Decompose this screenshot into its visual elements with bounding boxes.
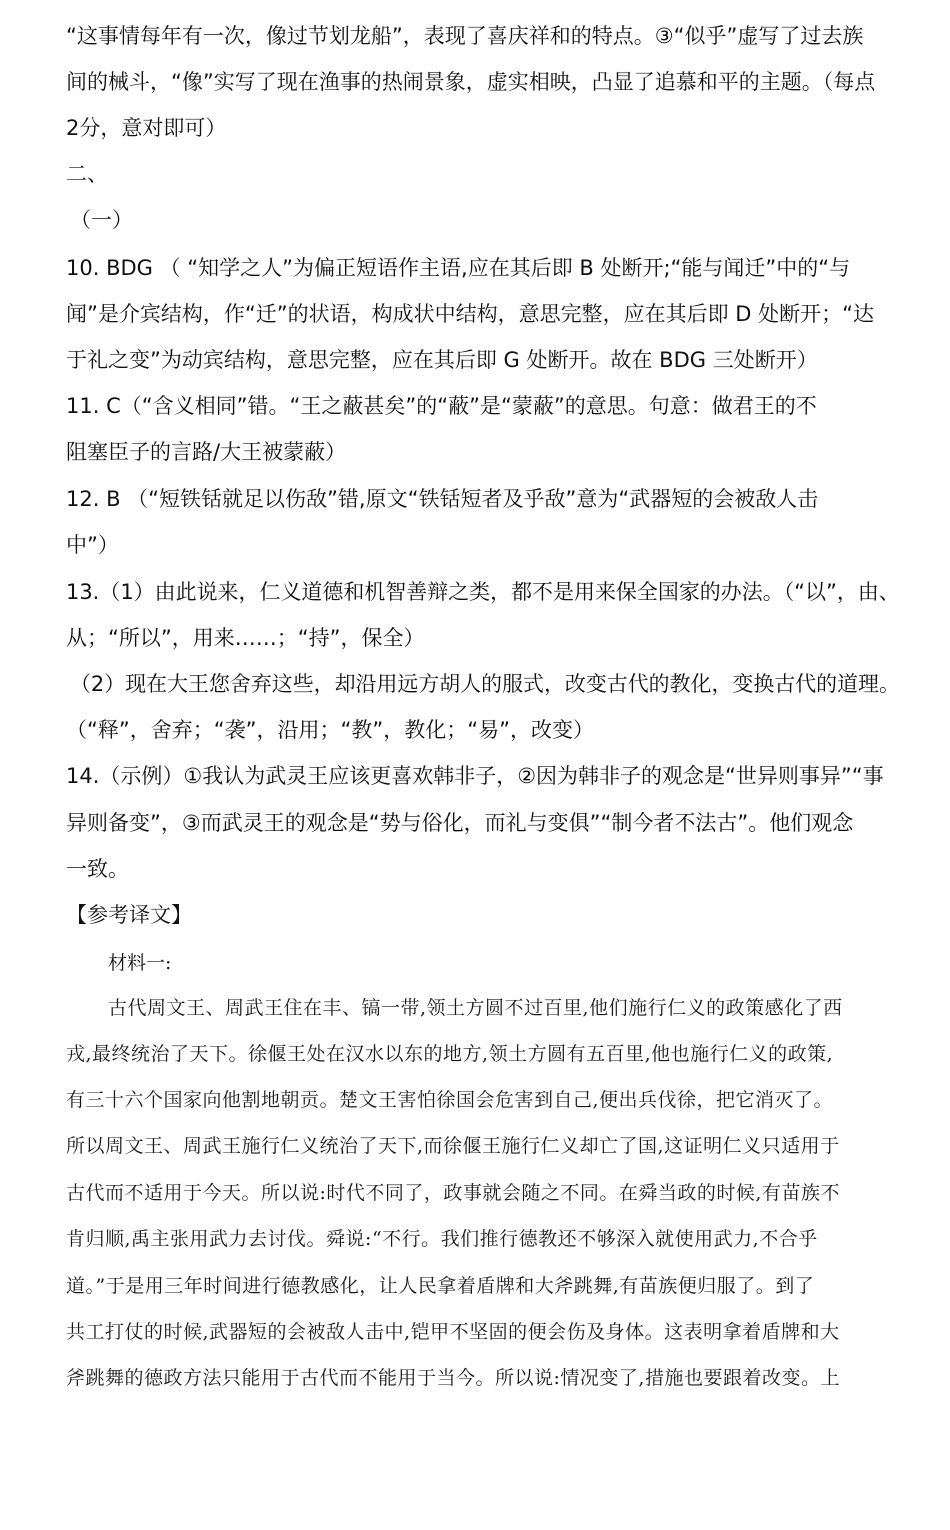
material-one-label: 材料一:: [108, 952, 172, 974]
text-line: 阻塞臣子的言路/大王被蒙蔽）: [66, 440, 347, 464]
text-line: （“释”，舍弃；“袭”，沿用；“教”，教化；“易”，改变）: [66, 718, 595, 742]
translation-line: 共工打仗的时候,武器短的会被敌人击中,铠甲不坚固的便会伤及身体。这表明拿着盾牌和大: [66, 1321, 840, 1343]
subsection-heading: （一）: [70, 208, 133, 232]
translation-line: 有三十六个国家向他割地朝贡。楚文王害怕徐国会危害到自己,便出兵伐徐，把它消灭了。: [66, 1089, 834, 1111]
text-line: 异则备变”，③而武灵王的观念是“势与俗化，而礼与变俱”“制今者不法古”。他们观念: [66, 811, 854, 835]
answer-12: 12. B （“短铁铦就足以伤敌”错,原文“铁铦短者及乎敌”意为“武器短的会被敌人击: [66, 487, 819, 511]
text-line: 一致。: [66, 857, 129, 881]
text-line: 于礼之变”为动宾结构，意思完整，应在其后即 G 处断开。故在 BDG 三处断开）: [66, 348, 818, 372]
text-line: 从；“所以”，用来……；“持”，保全）: [66, 626, 425, 650]
section-heading: 二、: [66, 162, 108, 186]
answer-10: 10. BDG （ “知学之人”为偏正短语作主语,应在其后即 B 处断开;“能与闻迁”中的“与: [66, 256, 851, 280]
translation-line: 道。”于是用三年时间进行德教感化，让人民拿着盾牌和大斧跳舞,有苗族便归服了。到了: [66, 1275, 815, 1297]
text-line: “这事情每年有一次，像过节划龙船”，表现了喜庆祥和的特点。③“似乎”虚写了过去族: [66, 24, 864, 48]
text-line: 2分，意对即可）: [66, 116, 227, 140]
translation-line: 戎,最终统治了天下。徐偃王处在汉水以东的地方,领土方圆有五百里,他也施行仁义的政策,: [66, 1043, 834, 1065]
answer-14: 14.（示例）①我认为武灵王应该更喜欢韩非子，②因为韩非子的观念是“世异则事异”“事: [66, 764, 884, 788]
translation-line: 古代周文王、周武王住在丰、镐一带,领土方圆不过百里,他们施行仁义的政策感化了西: [108, 997, 843, 1019]
translation-line: 肯归顺,禹主张用武力去讨伐。舜说:“不行。我们推行德教还不够深入就使用武力,不合乎: [66, 1228, 818, 1250]
answer-11: 11. C（“含义相同”错。“王之蔽甚矣”的“蔽”是“蒙蔽”的意思。句意：做君王的不: [66, 394, 817, 418]
translation-line: 古代而不适用于今天。所以说:时代不同了，政事就会随之不同。在舜当政的时候,有苗族不: [66, 1182, 840, 1204]
reference-translation-heading: 【参考译文】: [66, 903, 192, 927]
translation-line: 斧跳舞的德政方法只能用于古代而不能用于当今。所以说:情况变了,措施也要跟着改变。上: [66, 1367, 840, 1389]
text-line: 中”）: [66, 533, 119, 557]
answer-13: 13.（1）由此说来，仁义道德和机智善辩之类，都不是用来保全国家的办法。（“以”，由、: [66, 580, 900, 604]
text-line: 闻”是介宾结构，作“迁”的状语，构成状中结构，意思完整，应在其后即 D 处断开；“达: [66, 302, 875, 326]
text-line: 间的械斗，“像”实写了现在渔事的热闹景象，虚实相映，凸显了追慕和平的主题。（每点: [66, 70, 876, 94]
translation-line: 所以周文王、周武王施行仁义统治了天下,而徐偃王施行仁义却亡了国,这证明仁义只适用于: [66, 1135, 840, 1157]
text-line: （2）现在大王您舍弃这些，却沿用远方胡人的服式，改变古代的教化，变换古代的道理。: [70, 672, 900, 696]
